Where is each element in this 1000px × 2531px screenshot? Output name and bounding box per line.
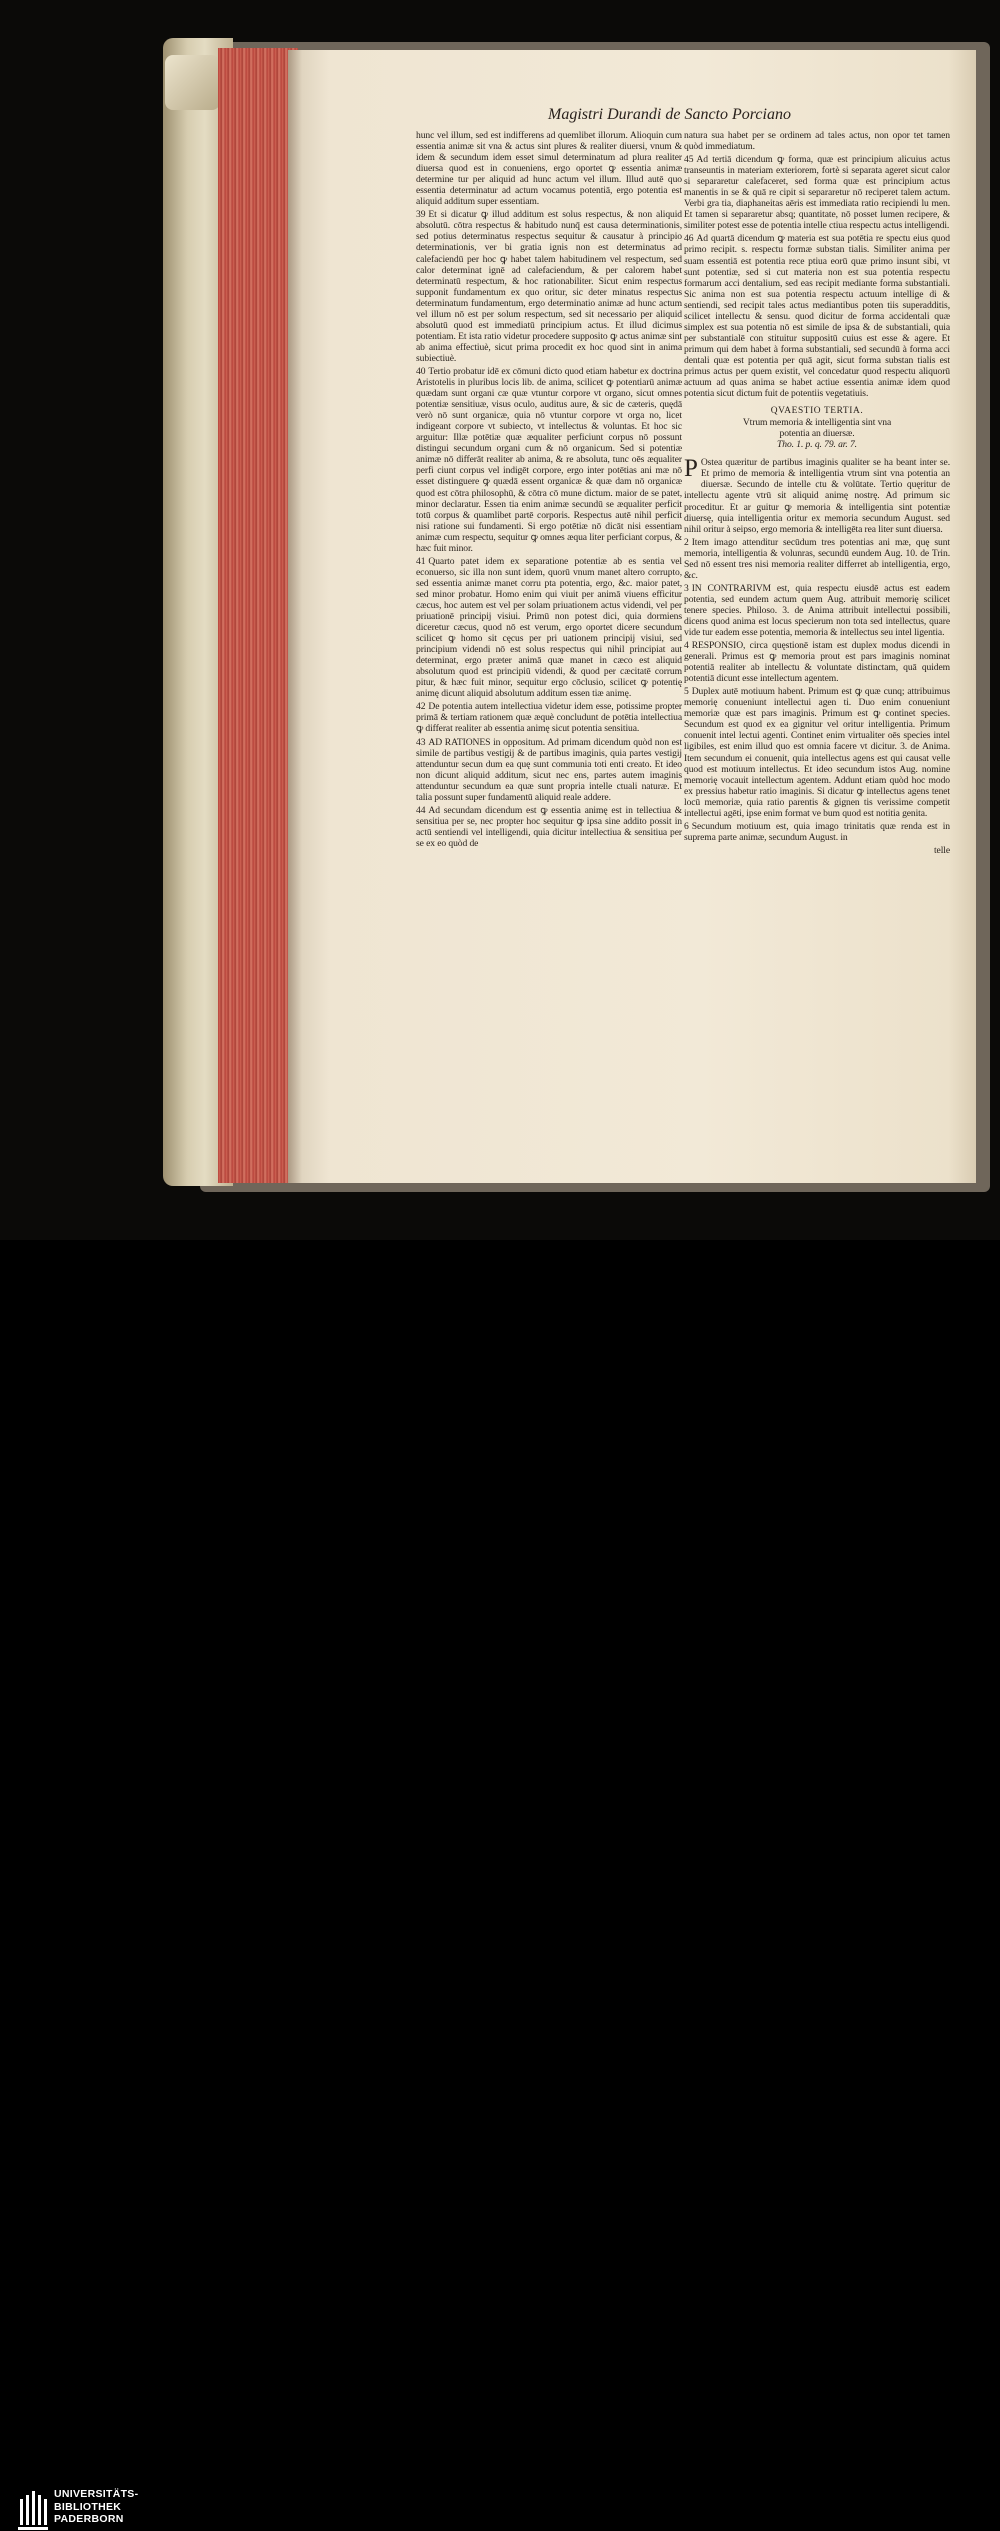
question-title: QVAESTIO TERTIA. <box>770 406 864 417</box>
library-logo-icon <box>18 2489 48 2531</box>
catchword: telle <box>933 844 950 856</box>
paragraph-number: 46 <box>684 233 694 245</box>
paragraph-text: Ad tertiā dicendum ꝙ forma, quæ est principium alicuius actus transeuntis in materiam exteriorem, fortè si separata ageret sicut calor si separaretur calefaceret, sed forma quæ est principium actus manentis in se & quā re cipit si separaretur nō reciperet talem actum. Verbi gra tia, diaphaneitas aēris est immediata ratio recipiendi lu men. Et tamen si separaretur absq; quantitate, nō posset lumen recipere, & similiter potest esse de potentia intelle ctiua respectu actus intelligendi. <box>684 154 950 232</box>
paragraph-text: Ostea quæritur de partibus imaginis qualiter se ha beant inter se. Et primo de memoria & intelligentia vtrum sint vna potentia an diuersæ. Secundo de intelle ctu & volūtate. Tertio quęritur de intellectu agente vtrū sit aliquid animę nostrę. Ad primum sic proceditur. Et ar guitur ꝙ memoria & intelligentia sint potentiæ diuersę, quia intelligentia oritur ex memoria secundum August. sed nihil oritur à seipso, ergo memoria & intelligēta rea liter sunt diuersa. <box>684 457 950 535</box>
drop-capital: P <box>684 455 698 483</box>
paragraph-number: 6 <box>684 820 689 832</box>
right-text-column <box>684 130 950 1060</box>
question-reference: Tho. 1. p. q. 79. ar. 7. <box>777 439 857 451</box>
paragraph <box>416 556 682 700</box>
paragraph-text: AD RATIONES in oppositum. Ad primam dicendum quòd non est simile de partibus vestigij & de partibus imaginis, quia partes vestigij attenduntur secun dum ea quę sunt communia toti enti creato. Et ideo non dicunt aliquid additum, sicut nec ens, partes autem imaginis attenduntur secundum ea quæ sunt propria intelle ctuali naturæ. Et talia possunt super fundamentū aliquid reale addere. <box>416 736 682 803</box>
paragraph-text: RESPONSIO, circa quęstionē istam est duplex modus dicendi in generali. Primus est ꝙ memoria prout est pars imaginis nominat potentiā realiter ab intellectu & voluntate distinctam, quā quidem potentiā dicunt esse intellectum agentem. <box>684 640 950 685</box>
paragraph-number: 39 <box>416 209 426 221</box>
paragraph <box>684 583 950 638</box>
paragraph <box>684 537 950 581</box>
paragraph-text: Item imago attenditur secūdum tres potentias ani mæ, quę sunt memoria, intelligentia & volunras, secundū eundem Aug. 10. de Trin. Sed nō essent tres nisi memoria realiter differret ab intelligentia, ergo, &c. <box>684 536 950 581</box>
paragraph <box>416 209 682 364</box>
paragraph <box>684 233 950 399</box>
right-column-bottom <box>684 457 950 843</box>
paragraph-text: Duplex autē motiuum habent. Primum est ꝙ quæ cunq; attribuimus memorię conueniunt intellectui agen ti. Duo enim conueniunt memoriæ quæ est pars imaginis. Primum est ꝙ continet species. Secundum est quod ex ea gignitur vel oritur intelligentia. Primum conuenit intel lectui agenti. Continet enim virtualiter oēs species intel ligibiles, est enim illud quo est omnia facere vt dicitur. 3. de Anima. Item secundum ei conuenit, quia intellectus agens est qui causat velle quod est motiuum intellectus. Et ideo secundum istos Aug. nomine memorię vocauit intellectum agentem. Addunt etiam quòd hoc modo ex pressius habetur ratio imaginis. Si dicatur ꝙ intellectus agens tenet locū memoriæ, quia ratio parentis & gignen tis verissime competit intellectui agēti, ipse enim format ve bum quod est notitia genita. <box>684 686 950 819</box>
left-text-column <box>416 130 682 1045</box>
paragraph-number: 41 <box>416 555 426 567</box>
paragraph <box>684 640 950 684</box>
paragraph-text: IN CONTRARIVM est, quia respectu eiusdē actus est eadem potentia, sed eundem actum quem Aug. attribuit memorię scilicet tenere species. Philoso. 3. de Anima attribuit intellectui possibili, dicens quod anima est locus specierum non tota sed intellectus, quare vide tur eadem esse potentia, memoria & intellectus seu intel ligentia. <box>684 582 950 639</box>
paragraph-number: 45 <box>684 154 694 166</box>
paragraph <box>416 130 682 207</box>
paragraph-text: Tertio probatur idē ex cōmuni dicto quod etiam habetur ex doctrina Aristotelis in pluribus locis lib. de anima, scilicet ꝙ potentiarū animæ quædam sunt organi cæ quæ vtuntur corpore vt organo, sicut omnes potentiæ sensitiuæ, visus oculo, auditus aure, & sic de cæteris, quędā verò nō sunt organicæ, quia nō vtuntur corpore vt orga no, licet indigeant corpore vt subiecto, vt intellectus & voluntas. Et hoc sic arguitur: Illæ potētiæ quæ æqualiter perficiunt corpus nō possunt distingui secundum organi cum & nō organicum. Sed si potentiæ animæ nō differāt realiter ab anima, & re absoluta, tunc oēs æqualiter perfi ciunt corpus vel indigēt corpore, ergo inter potētias ani mæ nō esset distinguere ꝙ quædā essent organicæ & quæ dam nō organicæ quod est cōtra philosophū, & cōtra cō mune dictum. maior de se patet, minor declaratur. Essen tia enim animæ secundū se æqualiter perficit totū corpus & quamlibet partē corporis. Respectus autē nihil perficit nisi ratione sui fundamenti. Si ergo potētiæ nō dicāt nisi essentiam animæ cum respectu, sequitur ꝙ omnes æqua liter perficiant corpus, & hæc fuit minor. <box>416 365 682 554</box>
paragraph-number: 44 <box>416 804 426 816</box>
paragraph-number: 43 <box>416 736 426 748</box>
gutter-shadow <box>288 50 302 1183</box>
paragraph-text: natura sua habet per se ordinem ad tales actus, non opor tet tamen quòd immediatum. <box>684 130 950 153</box>
logo-line-2: BIBLIOTHEK <box>54 2500 122 2513</box>
running-head: Magistri Durandi de Sancto Porciano <box>548 106 791 123</box>
paragraph-number: 42 <box>416 701 426 713</box>
paragraph-text: Secundum motiuum est, quia imago trinitatis quæ renda est in suprema parte animæ, secundum August. in <box>684 820 950 843</box>
red-page-edges <box>218 48 298 1183</box>
paragraph-text: De potentia autem intellectiua videtur idem esse, potissime propter primā & tertiam rationem quæ æquè concludunt de potētia intellectiua ꝙ differat realiter ab essentia animę sicut potentia sensitiua. <box>416 701 682 735</box>
paragraph-number: 40 <box>416 365 426 377</box>
paragraph-number: 3 <box>684 582 689 594</box>
paragraph <box>684 130 950 152</box>
logo-line-3: PADERBORN <box>54 2513 124 2525</box>
paragraph-text: Quarto patet idem ex separatione potentiæ ab es sentia vel econuerso, sic illa non sunt idem, quorū vnum manet altero corrupto, sed essentia animæ manet corru pta potentia, ergo, &c. maior patet, sed minor probatur. Homo enim qui viuit per animā viuens efficitur cæcus, hoc autem est vel per solam priuationem actus videndi, vel per priuationē principij visiui. Primū non potest dici, quia dormiens diceretur cæcus, quod nō est verum, ergo oportet dicere secundum scilicet ꝙ homo sit cęcus per pri uationem principij visiui, sed principium videndi nō est solus respectus qui nihil principiat aut determinat, ergo præter animā quæ manet in cæco est aliquid absolutum quod est principiū videndi, & quod per cæcitatē corrum pitur, & hæc fuit minor, sequitur ergo cōclusio, scilicet ꝙ potentię animę dicunt aliquid absolutum additum essen tiæ animę. <box>416 555 682 700</box>
paragraph <box>684 821 950 843</box>
question-heading <box>684 406 950 450</box>
question-line-1: Vtrum memoria & intelligentia sint vna <box>742 417 892 429</box>
paragraph <box>684 457 950 534</box>
paragraph-number: 4 <box>684 640 689 652</box>
paragraph-text: Ad secundam dicendum est ꝙ essentia animę est in tellectiua & sensitiua per se, nec propter hoc sequitur ꝙ ipsa sine addito possit in actū sentiendi vel intelligendi, quia dicitur intellectiua & sensitiua per se ex eo quòd de <box>416 804 682 849</box>
paragraph <box>416 366 682 554</box>
paragraph-text: Et si dicatur ꝙ illud additum est solus respectus, & non aliquid absolutū. cōtra respectus & habitudo nunq̄ est causa determinationis, sed potius determinatus respectus sequitur & causatur à principio determinationis, ver bi gratia ignis non est determinatus ad calefaciendū per hoc ꝙ habet talem habitudinem vel respectum, sed calor determinat ignē ad calefaciendum, & per calorem habet determinatū respectum, & hoc rationabiliter. Sicut enim respectus supponit fundamentum ex quo oritur, sic deter minatus respectus determinatum fundamentum, ergo determinatio animæ ad hunc actum vel illum nō est per solum respectum, sed sit necessario per aliquid absolutū quod est immediatū principium actus. Et illud dicimus potentiam. Et ista ratio videtur procedere supposito ꝙ actus animæ sint ab anima effectiuè, sicut prima procedit ex hoc quod sint in anima subiectiuè. <box>416 209 682 364</box>
library-footer <box>0 1240 1000 2525</box>
paragraph <box>416 737 682 803</box>
paragraph-text: hunc vel illum, sed est indifferens ad quemlibet illorum. Alioquin cum essentia animæ sit vna & actus sint plures & realiter diuersi, vnum & idem & secundum idem esset simul determinatum ad plura realiter diuersa quod est in conueniens, ergo oportet ꝙ essentia animæ determine tur per aliquid ad hunc actum vel illum. Illud autē quo essentia determinatur ad actum vocamus potentiā, ergo potentia est aliquid additum super essentiam. <box>416 130 682 208</box>
library-logo-text <box>54 2488 138 2526</box>
right-column-top <box>684 130 950 399</box>
question-line-2: potentia an diuersæ. <box>779 428 855 440</box>
paragraph <box>684 686 950 819</box>
paragraph-number: 2 <box>684 536 689 548</box>
paragraph-text: Ad quartā dicendum ꝙ materia est sua potētia re spectu eius quod primo recipit. s. respectu formæ substan tialis. Similiter anima per suam essentiā est potentia rece ptiua eorū quæ primo insunt sibi, vt sunt potentiæ, sed si cut materia non est sua potentia respectu formarum acci dentalium, sed eas recipit mediante forma substantiali. Sic anima non est sua potentia respectu actuum intellige di & sentiendi, sed recipit tales actus mediantibus poten tiis superadditis, scilicet intellectu & sensu. quod dicitur de forma accidentali quæ simplex est sua potentia nō est simile de ipsa & de substantiali, quia per substantialē con stituitur suppositū cuius est esse & agere. Et primum qui dem habet à forma substantiali, sed secundū à forma acci dentali quæ est potentia per quā agit, sicut forma substan tialis est primus actus per quem existit, vel concedatur quod respectu aliquorū actuum ad quas anima se habet actiue essentia animæ idem quod potentia sicut dictum fuit de potentiis vegetatiuis. <box>684 233 950 400</box>
paragraph <box>416 805 682 849</box>
vellum-corner <box>165 55 220 110</box>
logo-line-1: UNIVERSITÄTS- <box>54 2488 139 2500</box>
paragraph <box>684 154 950 231</box>
book-scan <box>0 0 1000 1240</box>
paragraph <box>416 701 682 734</box>
paragraph-number: 5 <box>684 686 689 698</box>
